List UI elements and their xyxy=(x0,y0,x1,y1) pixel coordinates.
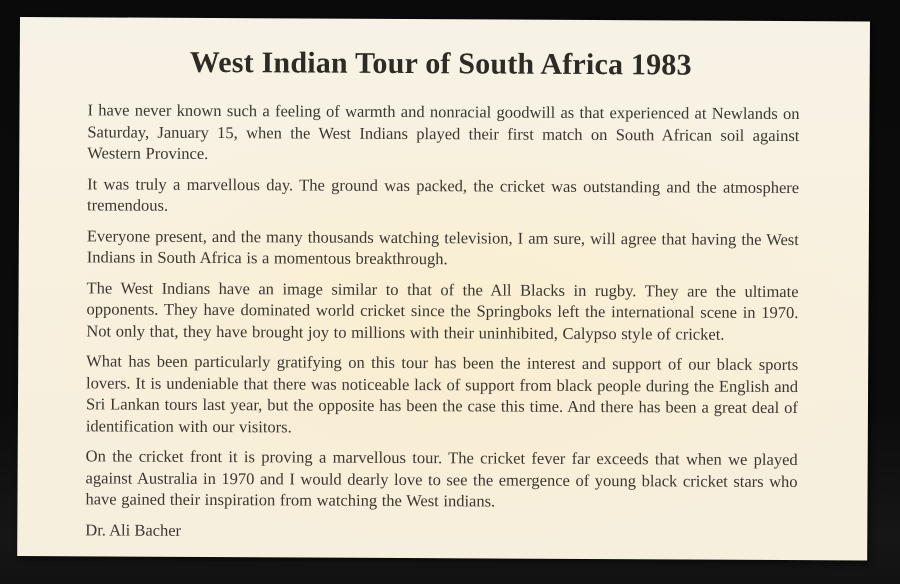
signature-line: Dr. Ali Bacher xyxy=(85,519,182,540)
paragraph-2: It was truly a marvellous day. The ground was packed, the cricket was outstanding and the atmosphere tremendous. xyxy=(86,173,800,215)
document-body xyxy=(85,99,799,513)
paragraph-5: What has been particularly gratifying on this tour has been the interest and support of our black sports lovers. It is undeniable that there was noticeable lack of support from black people during the English and Sri Lankan tours last year, but the opposite has been the case this time. And there has been a great deal of identification with our visitors. xyxy=(85,351,799,436)
paragraph-4: The West Indians have an image similar to that of the All Blacks in rugby. They are the ultimate opponents. They have dominated world cricket since the Springboks left the international scene in 1970. Not only that, they have brought joy to millions with their uninhibited, Calypso style of cricket. xyxy=(86,277,799,344)
paragraph-6: On the cricket front it is proving a marvellous tour. The cricket fever far exceeds that when we played against Australia in 1970 and I would dearly love to see the emergence of young black cricket stars who have gained their inspiration from watching the West indians. xyxy=(85,446,798,511)
document-title: West Indian Tour of South Africa 1983 xyxy=(189,45,692,82)
paragraph-1: I have never known such a feeling of warmth and nonracial goodwill as that experienced at Newlands on Saturday, January 15, when the West Indians played their first match on South African soil against Western Province. xyxy=(87,100,800,163)
document-card xyxy=(17,17,870,560)
paragraph-3: Everyone present, and the many thousands watching television, I am sure, will agree that having the West Indians in South Africa is a momentous breakthrough. xyxy=(86,225,799,269)
